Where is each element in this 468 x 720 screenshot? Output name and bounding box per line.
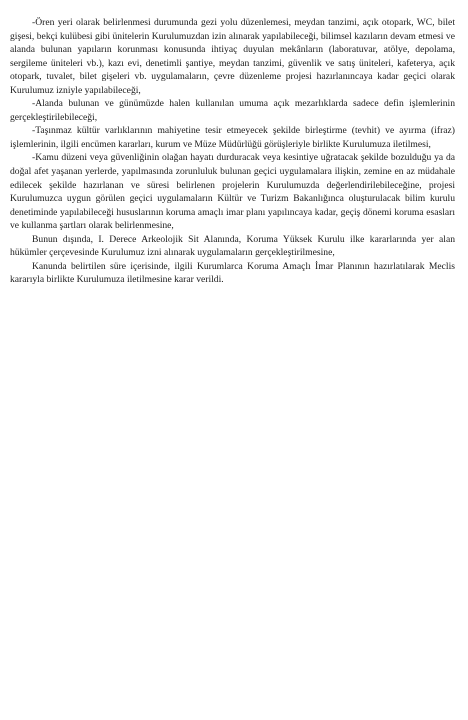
paragraph-kamu-duzeni: -Kamu düzeni veya güvenliğinin olağan hayatı durduracak veya kesintiye uğratacak şekilde bozulduğu ya da doğal afet yaşanan yerlerde, yapılmasında zorunluluk bulunan geçici uygulamalara ilişkin, zemine en az müdahale edilecek şekilde hazırlanan ve süresi belirlenen projelerin Kurulumuzda değerlendirilebileceğine, projesi Kurulumuzca uygun görülen geçici uygulamaların Kültür ve Turizm Bakanlığınca oluşturulacak bilim kurulu denetiminde yapılabileceği hususlarının koruma amaçlı imar planı yapılıncaya kadar, geçiş dönemi koruma esasları ve kullanma şartları olarak belirlenmesine, [10, 152, 455, 232]
paragraph-oren-yeri: -Ören yeri olarak belirlenmesi durumunda gezi yolu düzenlemesi, meydan tanzimi, açık otopark, WC, bilet gişesi, bekçi kulübesi gibi ünitelerin Kurulumuzdan izin alınarak yapılabileceği, bilimsel kazıların devam etmesi ve alanda bulunan yapıların korunması konusunda ihtiyaç duyulan mekânların (laboratuvar, atölye, depolama, sergileme üniteleri vb.), kazı evi, denetimli şantiye, meydan tanzimi, güvenlik ve satış üniteleri, kafeterya, açık otopark, tuvalet, bilet gişeleri vb. uygulamaların, çevre düzenleme projesi hazırlanıncaya kadar geçici olarak Kurulumuz izniyle yapılabileceği, [10, 17, 455, 96]
document-body [10, 16, 455, 287]
paragraph-tevhit-ifraz: -Taşınmaz kültür varlıklarının mahiyetine tesir etmeyecek şekilde birleştirme (tevhit) ve ayırma (ifraz) işlemlerinin, ilgili encümen kararları, kurum ve Müze Müdürlüğü görüşleriyle birlikte Kurulumuza iletilmesi, [10, 125, 455, 150]
paragraph-karar: Kanunda belirtilen süre içerisinde, ilgili Kurumlarca Koruma Amaçlı İmar Planının hazırlatılarak Meclis kararıyla birlikte Kurulumuza iletilmesine karar verildi. [10, 260, 455, 286]
paragraph-arkeolojik-sit: Bunun dışında, I. Derece Arkeolojik Sit Alanında, Koruma Yüksek Kurulu ilke kararlarında yer alan hükümler çerçevesinde Kurulumuz izni alınarak uygulamaların gerçekleştirilmesine, [10, 233, 455, 259]
paragraph-mezarliklar: -Alanda bulunan ve günümüzde halen kullanılan umuma açık mezarlıklarda sadece defin işlemlerinin gerçekleştirilebileceği, [10, 98, 455, 123]
